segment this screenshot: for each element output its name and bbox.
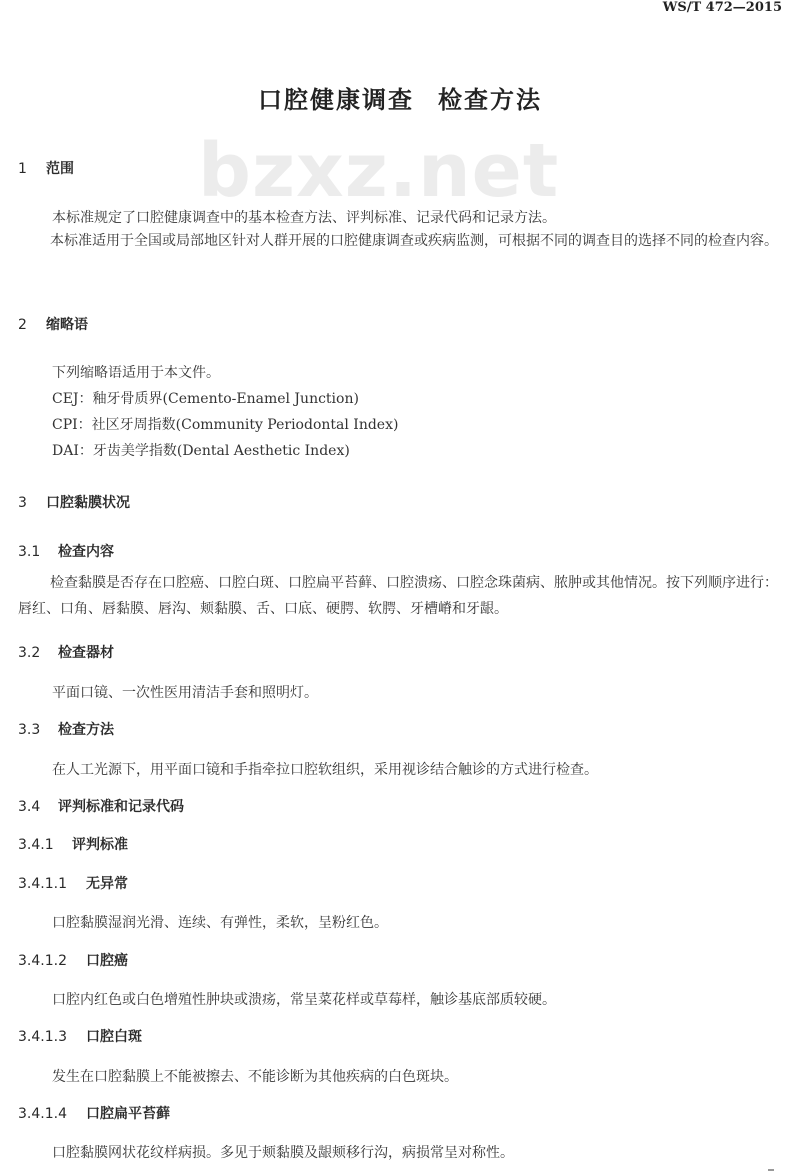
section-number: 3.4.1 <box>18 837 54 853</box>
section-3-4-1-heading <box>18 834 128 854</box>
section-number: 3 <box>18 495 27 511</box>
abbreviation-item: CEJ：釉牙骨质界(Cemento-Enamel Junction) <box>52 391 359 407</box>
abbreviation-item: DAI：牙齿美学指数(Dental Aesthetic Index) <box>52 443 350 459</box>
section-3-3-heading <box>18 719 114 739</box>
section-3-4-1-3-heading <box>18 1026 142 1046</box>
paragraph: 口腔黏膜网状花纹样病损。多见于颊黏膜及龈颊移行沟，病损常呈对称性。 <box>52 1145 514 1161</box>
section-title: 检查内容 <box>58 544 114 560</box>
section-title: 检查方法 <box>58 722 114 738</box>
page-title <box>0 80 800 115</box>
section-title: 检查器材 <box>58 645 114 661</box>
paragraph: 口腔黏膜湿润光滑、连续、有弹性，柔软，呈粉红色。 <box>52 915 388 931</box>
section-number: 3.4 <box>18 799 41 815</box>
title-part-2: 检查方法 <box>438 86 542 114</box>
section-3-4-1-2-heading <box>18 950 128 970</box>
section-number: 3.4.1.4 <box>18 1106 67 1122</box>
paragraph: 在人工光源下，用平面口镜和手指牵拉口腔软组织，采用视诊结合触诊的方式进行检查。 <box>52 762 598 778</box>
section-number: 3.2 <box>18 645 41 661</box>
section-title: 评判标准 <box>72 837 128 853</box>
section-1-heading <box>18 158 74 178</box>
section-title: 口腔扁平苔藓 <box>86 1106 170 1122</box>
section-number: 3.1 <box>18 544 41 560</box>
title-part-1: 口腔健康调查 <box>258 86 414 114</box>
section-3-4-1-1-heading <box>18 873 128 893</box>
section-title: 评判标准和记录代码 <box>58 799 184 815</box>
section-title: 口腔黏膜状况 <box>46 495 130 511</box>
section-number: 3.4.1.2 <box>18 953 67 969</box>
section-3-4-heading <box>18 796 184 816</box>
section-3-1-heading <box>18 541 114 561</box>
paragraph: 平面口镜、一次性医用清洁手套和照明灯。 <box>52 685 318 701</box>
paragraph: 检查黏膜是否存在口腔癌、口腔白斑、口腔扁平苔藓、口腔溃疡、口腔念珠菌病、脓肿或其他情况。按下列顺序进行：唇红、口角、唇黏膜、唇沟、颊黏膜、舌、口底、硬腭、软腭、牙槽嵴和牙龈。 <box>18 575 778 617</box>
paragraph: 下列缩略语适用于本文件。 <box>52 365 220 381</box>
section-3-heading <box>18 492 130 512</box>
section-number: 3.3 <box>18 722 41 738</box>
paragraph: 口腔内红色或白色增殖性肿块或溃疡，常呈菜花样或草莓样，触诊基底部质较硬。 <box>52 992 556 1008</box>
paragraph: 发生在口腔黏膜上不能被擦去、不能诊断为其他疾病的白色斑块。 <box>52 1069 458 1085</box>
section-title: 口腔癌 <box>86 953 128 969</box>
section-title: 缩略语 <box>46 317 88 333</box>
section-3-2-heading <box>18 642 114 662</box>
section-number: 2 <box>18 317 27 333</box>
paragraph: 本标准规定了口腔健康调查中的基本检查方法、评判标准、记录代码和记录方法。 <box>52 210 556 226</box>
section-number: 3.4.1.3 <box>18 1029 67 1045</box>
section-title: 无异常 <box>86 876 128 892</box>
section-title: 范围 <box>46 161 74 177</box>
section-3-4-1-4-heading <box>18 1103 170 1123</box>
section-2-heading <box>18 314 88 334</box>
section-number: 3.4.1.1 <box>18 876 67 892</box>
watermark: bzxz.net <box>198 128 560 214</box>
section-title: 口腔白斑 <box>86 1029 142 1045</box>
paragraph: 本标准适用于全国或局部地区针对人群开展的口腔健康调查或疾病监测，可根据不同的调查目的选择不同的检查内容。 <box>50 233 778 249</box>
abbreviation-item: CPI：社区牙周指数(Community Periodontal Index) <box>52 417 399 433</box>
standard-code: WS/T 472—2015 <box>662 0 782 15</box>
section-number: 1 <box>18 161 27 177</box>
